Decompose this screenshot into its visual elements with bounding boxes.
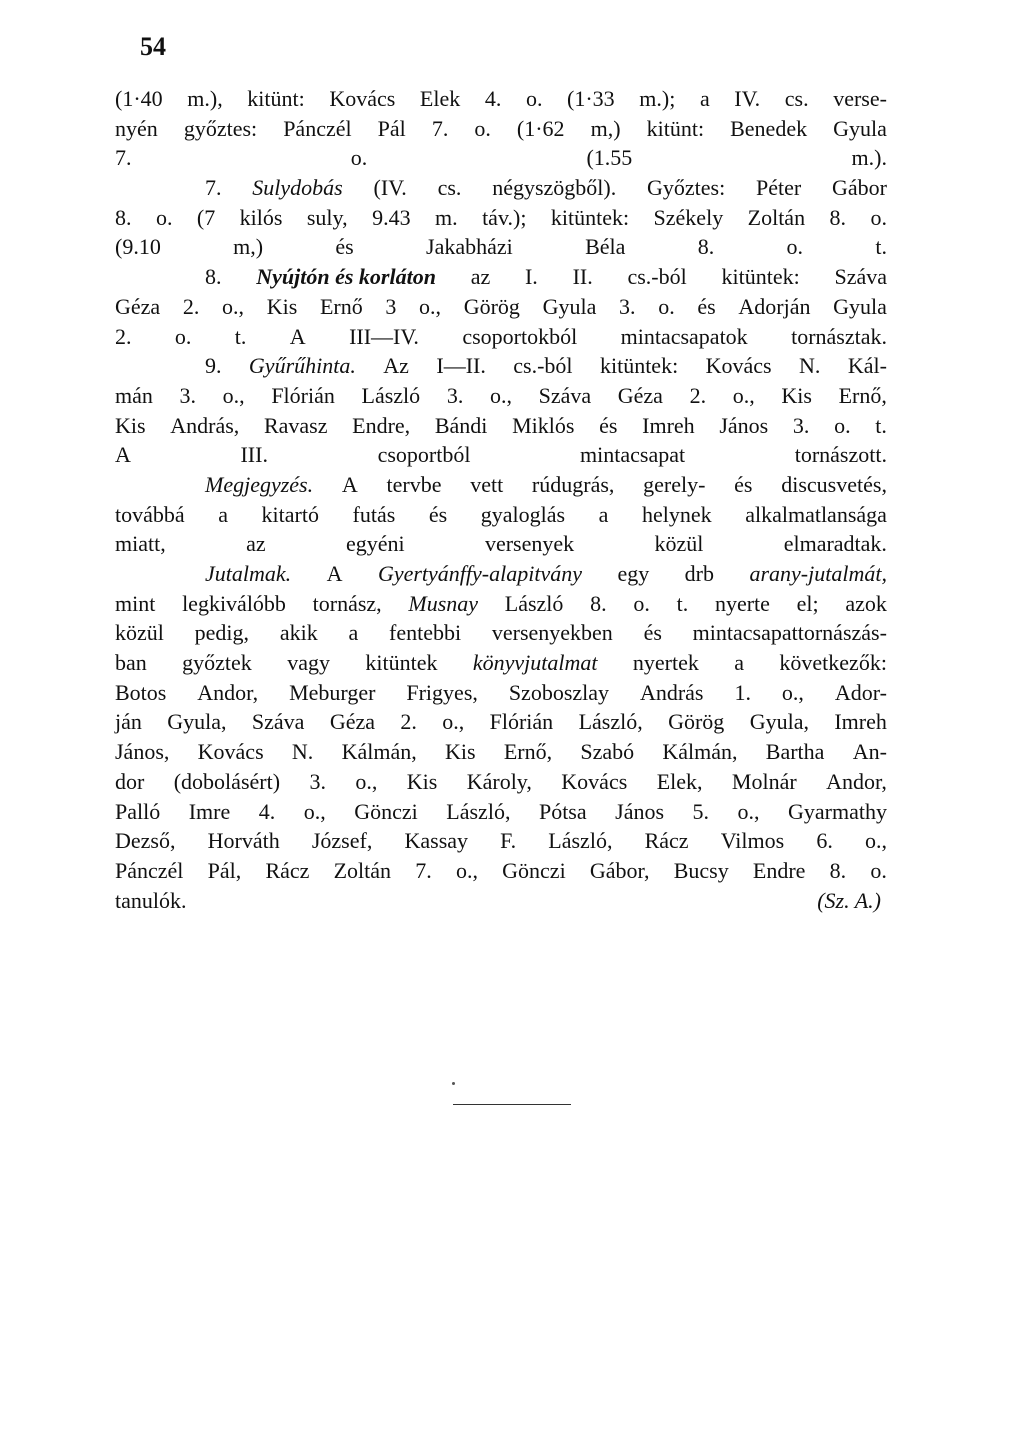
text-line [115,797,887,827]
text-segment: Géza [329,709,375,735]
text-segment: Kál- [847,353,887,379]
text-segment: Benedek [730,115,808,141]
text-segment: Géza [115,293,161,319]
text-segment: Endre, [352,412,411,438]
text-segment: (1.55 [586,145,633,171]
text-segment: tornászott. [794,442,887,468]
text-segment: 7. [115,145,132,171]
text-segment: Kis [266,293,298,319]
text-segment: 2. [115,323,132,349]
text-segment: gyaloglás [480,501,566,527]
text-segment: Kassay [404,828,469,854]
text-segment: János [719,412,769,438]
text-line [115,232,887,262]
text-line [115,886,887,916]
text-segment: t. [875,412,887,438]
text-line [115,440,887,470]
text-segment: és [428,501,448,527]
text-segment: 3. [179,382,197,408]
text-segment: kitünt: [247,86,305,111]
text-segment: elmaradtak. [783,531,887,557]
text-segment: 2. [182,293,200,319]
text-segment: Száva [251,709,305,735]
text-segment: o. [155,204,173,230]
text-segment: 8. [590,590,607,616]
text-segment: nyén [115,115,158,141]
text-segment: a [734,650,745,676]
text-segment: 8. [829,204,847,230]
text-segment: Gyűrűhinta. [248,353,356,379]
text-segment: Gyula, [167,709,227,735]
text-segment: Bándi [434,412,488,438]
text-segment: Dezső, [115,828,176,854]
text-segment: cs.-ból [627,264,687,290]
text-segment: o., [737,798,760,824]
text-segment: o. [870,857,887,883]
page-number: 54 [140,32,166,61]
text-segment: A [289,323,306,349]
text-segment: arany-jutalmát, [749,561,887,586]
text-segment: rúdugrás, [531,471,615,497]
text-segment: Rácz [265,857,310,883]
text-segment: Elek, [656,768,703,794]
text-line [115,292,887,322]
text-segment: és [697,293,716,319]
text-segment: Imre [188,798,231,824]
text-segment: Kis [444,739,476,765]
text-segment: és [734,471,753,497]
text-segment: 7. [415,857,432,883]
text-segment: Frigyes, [406,679,478,705]
text-segment: Kovács [705,353,772,379]
text-segment: kitüntek [365,650,438,676]
text-segment: Kálmán, [662,739,738,765]
text-segment: (dobolásért) [173,768,281,794]
text-line [115,173,887,203]
text-segment: János [615,798,665,824]
text-segment: A [115,442,131,468]
text-segment: discusvetés, [781,471,887,497]
text-segment: mán [115,382,153,408]
text-segment: Flórián [271,382,335,408]
text-segment: Béla [585,234,626,260]
text-segment: tornásztak. [791,323,887,349]
text-segment: Gábor, [589,857,650,883]
text-segment: János, [115,739,170,765]
text-segment: Pál [377,115,406,141]
text-segment: Imreh [642,412,695,438]
text-segment: és [335,234,354,260]
text-segment: csoportokból [462,323,578,349]
text-segment: cs. [784,86,809,111]
text-segment: következők: [779,650,887,676]
text-segment: (7 [196,204,216,230]
text-segment: cs.-ból [513,353,573,379]
text-segment: 8. [829,857,847,883]
text-line [115,529,887,559]
text-segment: Gyula, [749,709,809,735]
text-line [115,381,887,411]
text-segment: o., [419,293,442,319]
text-segment: Flórián [489,709,554,735]
text-segment: t. [234,323,247,349]
text-segment: 7. [431,115,449,141]
text-segment: azok [845,590,887,616]
text-segment: 9. [205,353,222,379]
text-segment: Miklós [512,412,575,438]
text-segment: A [341,471,358,497]
text-segment: Az [383,353,409,379]
text-line [115,500,887,530]
text-segment: Andor, [197,679,259,705]
text-segment: suly, [306,204,348,230]
text-segment: csoportból [377,442,471,468]
text-segment: László, [446,798,511,824]
text-segment: Horváth [207,828,280,854]
text-segment: Vilmos [720,828,785,854]
text-segment: Zoltán [747,204,806,230]
text-segment: a [598,501,609,527]
text-segment: Kovács [329,86,396,111]
text-line [115,411,887,441]
text-segment: Ravasz [263,412,328,438]
author-signature: (Sz. A.) [817,887,881,913]
text-segment: o. [174,323,192,349]
text-segment: 1. [734,679,751,705]
text-segment: egy [617,561,650,586]
text-line [115,589,887,619]
text-segment: o., [222,382,245,408]
text-segment: László, [548,828,613,854]
text-segment: o. [870,204,887,230]
text-line [115,678,887,708]
text-segment: tornász, [312,590,382,616]
text-segment: Szoboszlay [508,679,610,705]
text-segment: N. [799,353,821,379]
text-segment: Rácz [644,828,689,854]
text-line [115,322,887,352]
text-segment: cs. [437,175,462,201]
text-segment: Gyula [542,293,597,319]
text-segment: Ador- [834,679,887,705]
text-segment: vagy [287,650,330,676]
text-line [115,618,887,648]
text-segment: fentebbi [389,620,462,646]
text-segment: o., [303,798,326,824]
text-segment: Gyula [833,293,887,319]
text-segment: IV. [734,86,761,111]
text-segment: Száva [538,382,592,408]
text-segment: 8. [205,264,222,290]
text-segment: Száva [834,264,887,290]
text-segment: m.); [639,86,676,111]
text-segment: Péter [756,175,802,201]
text-segment: o., [222,293,245,319]
text-segment: László [504,590,564,616]
text-segment: Gyertyánffy-alapitvány [377,561,582,586]
text-segment: Bartha [765,739,825,765]
text-line [115,262,887,292]
text-segment: III—IV. [349,323,419,349]
text-segment: t. [676,590,689,616]
text-segment: Megjegyzés. [205,471,314,497]
text-segment: 3. [446,382,464,408]
text-line [115,737,887,767]
text-segment: Ernő, [838,382,887,408]
text-segment: (1·40 [115,86,163,111]
text-segment: egyéni [345,531,405,557]
text-segment: Pál, [207,857,242,883]
text-segment: o. [834,412,851,438]
text-segment: Ernő [319,293,363,319]
text-segment: mint [115,590,156,616]
text-segment: Jutalmak. [205,561,292,586]
text-segment: o. [633,590,650,616]
text-segment: Imreh [834,709,887,735]
text-segment: Gyarmathy [788,798,887,824]
text-segment: m. [435,204,458,230]
text-segment: o. [786,234,804,260]
text-segment: 9.43 [372,204,411,230]
text-segment: közül [115,620,164,646]
text-segment: Gyula [833,115,887,141]
text-segment: Palló [115,798,161,824]
text-segment: László [361,382,421,408]
text-segment: o., [442,709,465,735]
text-segment: közül [654,531,704,557]
text-segment: A [326,561,343,586]
text-segment: verse- [833,86,887,111]
text-segment: o., [732,382,755,408]
text-segment: o. [474,115,491,141]
text-segment: 7. [205,175,222,201]
text-segment: versenyekben [491,620,613,646]
text-segment: futás [352,501,396,527]
text-segment: kitüntek: [721,264,800,290]
text-segment: Adorján [738,293,811,319]
text-segment: (9.10 [115,234,161,260]
text-segment: Gönczi [502,857,566,883]
text-segment: győztek [182,650,252,676]
text-segment: négyszögből). [492,175,617,201]
text-segment: o., [489,382,512,408]
text-segment: II. [572,264,593,290]
text-segment: József, [311,828,373,854]
text-segment: 3. [792,412,810,438]
text-segment: Görög [668,709,725,735]
text-segment: 8. [115,204,132,230]
text-segment: 2. [400,709,417,735]
text-segment: Endre [752,857,806,883]
text-segment: Musnay [408,590,479,616]
text-segment: miatt, [115,531,166,557]
text-segment: el; [796,590,819,616]
text-segment: könyvjutalmat [472,650,598,676]
text-segment: nyerte [714,590,770,616]
text-segment: táv.); [482,204,527,230]
text-segment: gerely- [643,471,706,497]
text-segment: ban [115,650,147,676]
text-line [115,707,887,737]
text-segment: Pótsa [538,798,587,824]
text-line [115,826,887,856]
text-line [115,767,887,797]
text-segment: 2. [689,382,707,408]
text-segment: 4. [258,798,276,824]
text-segment: Károly, [466,768,532,794]
text-segment: 4. [484,86,502,111]
text-segment: Gönczi [354,798,418,824]
text-segment: 6. [816,828,833,854]
text-segment: akik [279,620,318,646]
text-line [115,203,887,233]
text-segment: András, [170,412,240,438]
text-segment: m,) [233,234,264,260]
text-segment: és [599,412,618,438]
text-segment: Bucsy [673,857,729,883]
text-segment: Ernő, [503,739,553,765]
text-line [115,351,887,381]
text-segment: Pánczél [115,857,184,883]
text-segment: (1·33 [567,86,615,111]
text-line [115,114,887,144]
text-segment: (1·62 [516,115,565,141]
text-segment: o., [781,679,804,705]
text-segment: László, [578,709,643,735]
document-body [115,84,887,915]
text-segment: 3. [619,293,636,319]
text-segment: győztes: [183,115,258,141]
text-segment: Szabó [580,739,635,765]
text-segment: Géza [617,382,663,408]
text-segment: az [470,264,491,290]
text-segment: t. [875,234,887,260]
text-segment: és [643,620,662,646]
text-line [115,143,887,173]
text-segment: Nyújtón és korláton [256,264,436,290]
text-segment: m,) [590,115,621,141]
text-line [115,559,887,589]
text-segment: F. [500,828,517,854]
text-segment: vett [470,471,504,497]
text-segment: kitüntek: [550,204,630,230]
text-segment: kilós [239,204,283,230]
text-segment: o. [350,145,368,171]
text-segment: tanulók. [115,887,187,913]
text-segment: András [639,679,704,705]
text-segment: tervbe [386,471,442,497]
text-segment: versenyek [484,531,575,557]
text-segment: kitünt: [646,115,705,141]
text-segment: III. [240,442,268,468]
text-segment: Kis [406,768,438,794]
text-segment: Kovács [561,768,628,794]
text-segment: dor [115,768,145,794]
text-line [115,84,887,114]
text-segment: Pánczél [283,115,352,141]
text-segment: továbbá [115,501,185,527]
text-segment: 3. [309,768,326,794]
text-segment: helynek [641,501,712,527]
text-segment: drb [684,561,714,586]
text-segment: Székely [653,204,724,230]
text-segment: Meburger [289,679,376,705]
text-segment: (IV. [373,175,407,201]
text-segment: 3 [385,293,397,319]
text-segment: Zoltán [333,857,392,883]
text-segment: kitüntek: [599,353,679,379]
text-segment: mintacsapatok [620,323,748,349]
text-segment: Jakabházi [426,234,513,260]
text-segment: Görög [463,293,520,319]
print-speck [452,1082,455,1085]
text-segment: mintacsapattornászás- [692,620,887,646]
text-segment: Kis [781,382,812,408]
text-segment: a [348,620,359,646]
text-segment: a [699,86,710,111]
text-segment: o., [864,828,887,854]
text-segment: nyertek [632,650,699,676]
text-segment: Sulydobás [252,175,343,201]
text-segment: m.). [851,145,887,171]
text-line [115,470,887,500]
text-line [115,856,887,886]
text-segment: Elek [419,86,461,111]
text-segment: An- [852,739,887,765]
text-line [115,648,887,678]
text-segment: mintacsapat [580,442,686,468]
text-segment: Kálmán, [341,739,417,765]
text-segment: 8. [697,234,715,260]
text-segment: I—II. [436,353,486,379]
text-segment: a [218,501,228,527]
text-segment: o., [355,768,378,794]
text-segment: Andor, [826,768,887,794]
text-segment: alkalmatlansága [745,501,887,527]
text-segment: 5. [692,798,710,824]
text-segment: N. [291,739,314,765]
text-segment: o. [658,293,675,319]
text-segment: az [246,531,266,557]
text-segment: legkiválóbb [182,590,286,616]
text-segment: Kovács [197,739,264,765]
text-segment: I. [524,264,538,290]
text-segment: o. [525,86,543,111]
text-segment: o., [455,857,478,883]
text-segment: kitartó [261,501,319,527]
end-rule [453,1104,571,1105]
text-segment: Gábor [832,175,887,201]
text-segment: ján [115,709,142,735]
text-segment: Győztes: [647,175,726,201]
text-segment: Botos [115,679,167,705]
text-segment: pedig, [194,620,250,646]
text-segment: Kis [115,412,146,438]
text-segment: m.), [187,86,223,111]
text-segment: Molnár [731,768,797,794]
